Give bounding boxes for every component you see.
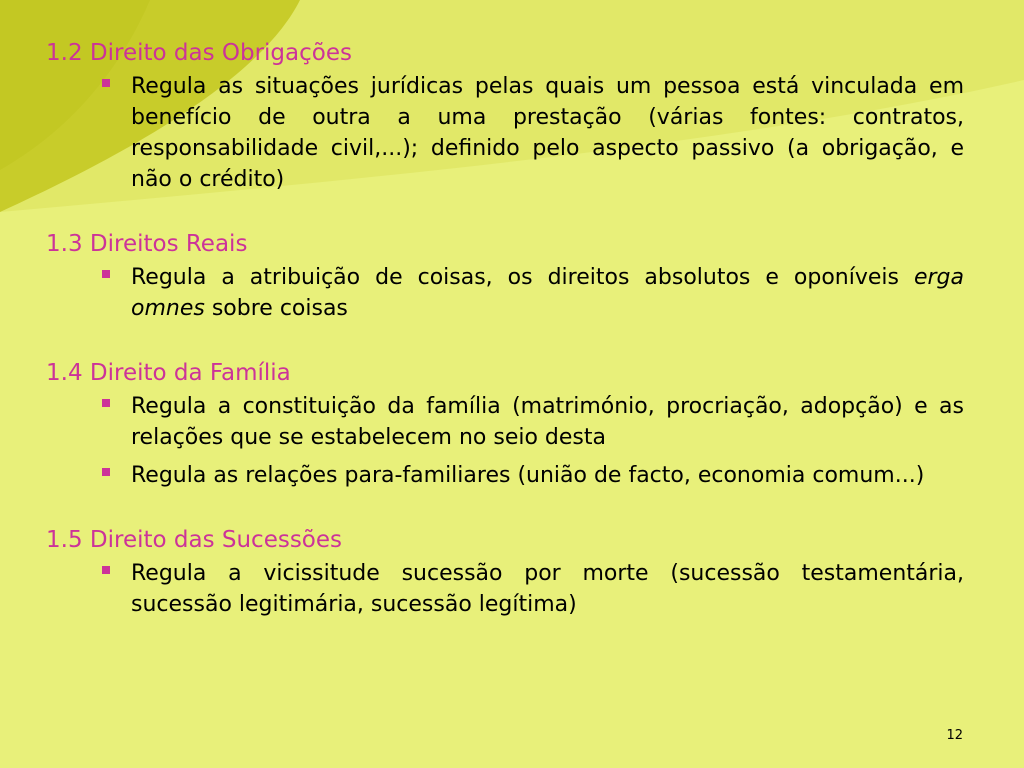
bullet-text-part: Regula a atribuição de coisas, os direitos absolutos e oponíveis (131, 265, 914, 290)
slide-content (46, 38, 964, 654)
list-item (46, 558, 964, 620)
section-heading: 1.3 Direitos Reais (46, 231, 248, 257)
italic-term: erga omnes (131, 265, 964, 321)
bullet-text: Regula as relações para-familiares (união de facto, economia comum...) (131, 463, 925, 488)
section-heading: 1.2 Direito das Obrigações (46, 40, 352, 66)
square-bullet-icon (102, 566, 110, 574)
section-heading: 1.5 Direito das Sucessões (46, 527, 343, 553)
square-bullet-icon (102, 270, 110, 278)
bullet-text: Regula a vicissitude sucessão por morte (sucessão testamentária, sucessão legitimária, sucessão legítima) (131, 561, 964, 617)
square-bullet-icon (102, 399, 110, 407)
section-sucessoes (46, 525, 964, 620)
bullet-text: Regula as situações jurídicas pelas quais um pessoa está vinculada em benefício de outra a uma prestação (várias fontes: contratos, responsabilidade civil,...); definido pelo aspecto passivo (a obrigação, e não o crédito) (131, 74, 964, 192)
bullet-list (46, 391, 964, 491)
section-heading: 1.4 Direito da Família (46, 360, 291, 386)
bullet-text: Regula a constituição da família (matrimónio, procriação, adopção) e as relações que se estabelecem no seio desta (131, 394, 964, 450)
square-bullet-icon (102, 79, 110, 87)
list-item (46, 262, 964, 324)
bullet-list (46, 262, 964, 324)
section-familia (46, 358, 964, 491)
list-item (46, 71, 964, 195)
square-bullet-icon (102, 468, 110, 476)
section-obrigacoes (46, 38, 964, 195)
list-item (46, 391, 964, 453)
list-item (46, 460, 964, 491)
page-number: 12 (946, 728, 963, 743)
bullet-text (131, 262, 964, 324)
bullet-list (46, 71, 964, 195)
bullet-list (46, 558, 964, 620)
section-direitos-reais (46, 229, 964, 324)
bullet-text-part: sobre coisas (204, 296, 348, 321)
